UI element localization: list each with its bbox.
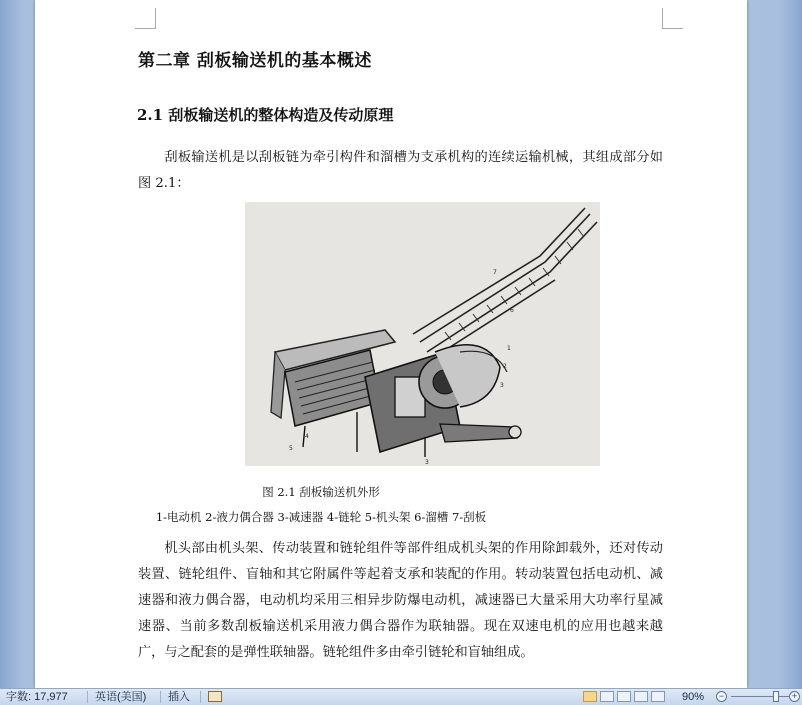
- section-title: 2.1 刮板输送机的整体构造及传动原理: [137, 106, 394, 124]
- figure-label-1: 1: [507, 345, 511, 352]
- draft-view-button[interactable]: [651, 691, 665, 702]
- figure-label-3b: 3: [425, 459, 429, 466]
- outline-view-button[interactable]: [634, 691, 648, 702]
- document-page[interactable]: [35, 0, 747, 688]
- figure-caption: 图 2.1 刮板输送机外形: [262, 485, 380, 499]
- zoom-level[interactable]: 90%: [682, 691, 705, 703]
- status-divider: [160, 691, 161, 703]
- insert-mode-indicator[interactable]: 插入: [168, 691, 190, 703]
- print-layout-view-button[interactable]: [583, 691, 597, 702]
- figure-label-7: 7: [493, 269, 497, 276]
- conveyor-figure: [245, 202, 600, 466]
- web-layout-button[interactable]: [617, 691, 631, 702]
- zoom-in-icon[interactable]: +: [789, 691, 800, 702]
- figure-label-4: 4: [305, 433, 309, 440]
- status-divider: [87, 691, 88, 703]
- status-bar: [0, 688, 802, 705]
- word-count[interactable]: 字数: 17,977: [6, 691, 68, 703]
- zoom-out-icon[interactable]: −: [716, 691, 727, 702]
- zoom-slider-thumb[interactable]: [773, 691, 779, 702]
- zoom-slider-track[interactable]: [731, 696, 791, 697]
- full-screen-reading-button[interactable]: [600, 691, 614, 702]
- paragraph-head-section: 机头部由机头架、传动装置和链轮组件等部件组成机头架的作用除卸载外，还对传动装置、链轮组件、盲轴和其它附属件等起着支承和装配的作用。转动装置包括电动机、减速器和液力偶合器，电动机均采用三相异步防爆电动机，减速器已大量采用大功率行星减速器、当前多数刮板输送机采用液力偶合器作为联轴器。现在双速电机的应用也越来越广，与之配套的是弹性联轴器。链轮组件多由牵引链轮和盲轴组成。: [138, 541, 663, 660]
- margin-corner-mark: [135, 8, 156, 29]
- figure-label-2: 2: [503, 363, 507, 370]
- status-divider: [200, 691, 201, 703]
- figure-label-6: 6: [510, 307, 514, 314]
- macro-record-icon[interactable]: [208, 691, 222, 702]
- figure-label-5: 5: [289, 445, 293, 452]
- paragraph-intro: 刮板输送机是以刮板链为牵引构件和溜槽为支承机构的连续运输机械，其组成部分如图 2.1：: [138, 150, 663, 191]
- figure-label-3: 3: [500, 382, 504, 389]
- conveyor-drawing: [245, 202, 600, 466]
- chapter-title: 第二章 刮板输送机的基本概述: [138, 51, 372, 71]
- margin-corner-mark: [662, 8, 683, 29]
- figure-legend: 1-电动机 2-液力偶合器 3-减速器 4-链轮 5-机头架 6-溜槽 7-刮板: [155, 510, 487, 524]
- language-indicator[interactable]: 英语(美国): [95, 691, 147, 703]
